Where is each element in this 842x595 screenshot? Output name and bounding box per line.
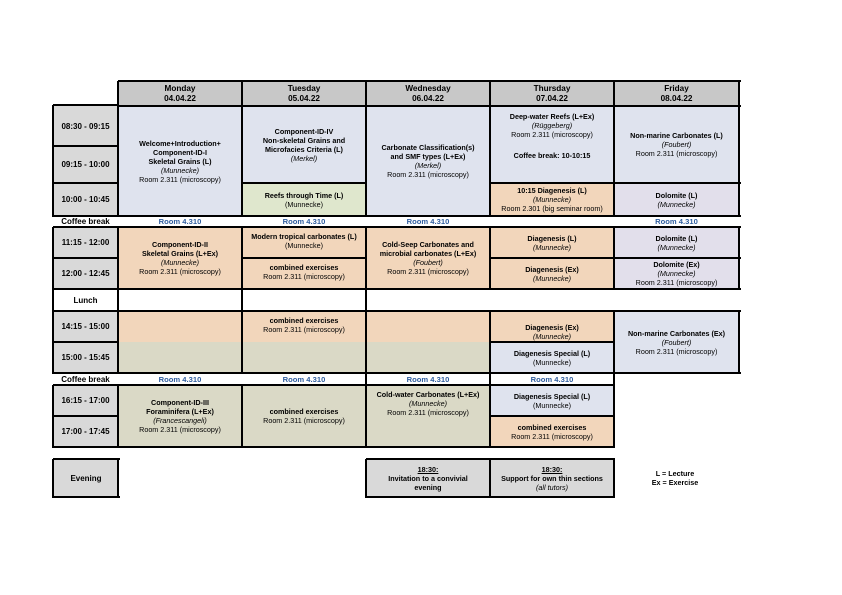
grid-line bbox=[241, 81, 243, 107]
fri-non-marine-lecture: Non-marine Carbonates (L) (Foubert) Room 2.311 (microscopy) bbox=[614, 106, 739, 183]
tue-block-1500 bbox=[242, 342, 366, 373]
grid-line bbox=[53, 257, 119, 259]
day-date: 08.04.22 bbox=[660, 94, 693, 103]
thu-coffee-break: Coffee break: 10-10:15 bbox=[513, 151, 591, 160]
grid-line bbox=[53, 341, 119, 343]
thu-evening: 18:30: Support for own thin sections (all tutors) bbox=[490, 460, 614, 497]
grid-line bbox=[53, 446, 615, 448]
grid-line bbox=[52, 105, 54, 217]
tue-combined-3: combined exercises Room 2.311 (microscopy) bbox=[242, 385, 366, 447]
grid-line bbox=[53, 372, 741, 374]
mon-coffee-room-2: Room 4.310 bbox=[158, 374, 202, 384]
grid-line bbox=[53, 415, 119, 417]
grid-line bbox=[613, 311, 615, 448]
grid-line bbox=[117, 106, 119, 217]
day-name: Tuesday bbox=[287, 84, 321, 93]
mon-component-3: Component-ID-III Foraminifera (L+Ex) (Francescangeli) Room 2.311 (microscopy) bbox=[118, 385, 242, 447]
grid-line bbox=[613, 459, 615, 498]
wed-block-1415 bbox=[366, 311, 490, 342]
grid-line bbox=[738, 311, 740, 374]
time-evening: Evening bbox=[53, 460, 119, 497]
day-date: 07.04.22 bbox=[536, 94, 568, 103]
grid-line bbox=[365, 289, 367, 448]
time-1615: 16:15 - 17:00 bbox=[53, 385, 118, 416]
grid-line bbox=[53, 458, 120, 460]
fri-non-marine-exercise: Non-marine Carbonates (Ex) (Foubert) Room 2.311 (microscopy) bbox=[614, 311, 739, 373]
mon-block-1500 bbox=[118, 342, 242, 373]
grid-line bbox=[489, 459, 491, 498]
grid-line bbox=[738, 81, 740, 107]
grid-line bbox=[53, 145, 119, 147]
grid-line bbox=[118, 80, 741, 82]
grid-line bbox=[613, 106, 615, 217]
day-date: 04.04.22 bbox=[164, 94, 196, 103]
grid-line bbox=[53, 310, 741, 312]
time-1700: 17:00 - 17:45 bbox=[53, 416, 118, 447]
tue-coffee-room-2: Room 4.310 bbox=[282, 374, 326, 384]
tue-reefs-through-time: Reefs through Time (L) (Munnecke) bbox=[242, 183, 366, 216]
header-friday bbox=[614, 82, 739, 106]
grid-line bbox=[365, 106, 367, 217]
grid-line bbox=[53, 104, 119, 106]
grid-line bbox=[117, 289, 119, 312]
grid-line bbox=[490, 341, 615, 343]
fri-dolomite-2: Dolomite (L) (Munnecke) bbox=[614, 227, 739, 258]
grid-line bbox=[490, 257, 741, 259]
wed-coffee-room: Room 4.310 bbox=[406, 217, 450, 226]
grid-line bbox=[117, 459, 119, 498]
grid-line bbox=[241, 289, 243, 374]
grid-line bbox=[490, 182, 741, 184]
thu-diagenesis-special-1: Diagenesis Special (L) (Munnecke) bbox=[490, 342, 614, 373]
grid-line bbox=[489, 106, 491, 217]
time-1500: 15:00 - 15:45 bbox=[53, 342, 118, 373]
grid-line bbox=[241, 385, 243, 448]
tue-modern-tropical: Modern tropical carbonates (L) (Munnecke) bbox=[242, 227, 366, 258]
legend-lecture: L = Lecture bbox=[655, 469, 695, 478]
grid-line bbox=[52, 459, 54, 498]
day-name: Thursday bbox=[533, 84, 571, 93]
grid-line bbox=[53, 384, 615, 386]
header-wednesday bbox=[366, 82, 490, 106]
wed-carbonate-classification: Carbonate Classification(s) and SMF types (L+Ex) (Merkel) Room 2.311 (microscopy) bbox=[366, 106, 490, 216]
thu-deep-water-reefs: Deep-water Reefs (L+Ex) (Rüggeberg) Room 2.311 (microscopy) Coffee break: 10-10:15 bbox=[490, 106, 614, 183]
tue-component-4: Component-ID-IV Non-skeletal Grains and Microfacies Criteria (L) (Merkel) bbox=[242, 106, 366, 183]
day-name: Wednesday bbox=[405, 84, 451, 93]
mon-welcome-session: Welcome+Introduction+ Component-ID-I Skeletal Grains (L) (Munnecke) Room 2.311 (microscopy) bbox=[118, 106, 242, 216]
time-coffee-1: Coffee break bbox=[53, 216, 118, 227]
thu-diagenesis-lecture: Diagenesis (L) (Munnecke) bbox=[490, 227, 614, 258]
grid-line bbox=[241, 106, 243, 217]
mon-block-1415 bbox=[118, 311, 242, 342]
wed-cold-seep: Cold-Seep Carbonates and microbial carbonates (L+Ex) (Foubert) Room 2.311 (microscopy) bbox=[366, 227, 490, 289]
wed-evening: 18:30: Invitation to a convivial evening bbox=[366, 460, 490, 497]
wed-cold-water: Cold-water Carbonates (L+Ex) (Munnecke) Room 2.311 (microscopy) bbox=[366, 385, 490, 447]
legend-exercise: Ex = Exercise bbox=[651, 478, 699, 487]
grid-line bbox=[118, 105, 741, 107]
day-name: Monday bbox=[164, 84, 196, 93]
grid-line bbox=[242, 257, 367, 259]
grid-line bbox=[53, 226, 741, 228]
fri-coffee-room: Room 4.310 bbox=[655, 217, 698, 226]
grid-line bbox=[738, 106, 740, 217]
grid-line bbox=[242, 182, 367, 184]
grid-line bbox=[489, 311, 491, 448]
wed-block-1500 bbox=[366, 342, 490, 373]
grid-line bbox=[365, 81, 367, 107]
thu-combined-exercises: combined exercises Room 2.311 (microscopy) bbox=[490, 416, 614, 447]
fri-dolomite-exercise: Dolomite (Ex) (Munnecke) Room 2.311 (microscopy) bbox=[614, 258, 739, 289]
thu-diagenesis-1015: 10:15 Diagenesis (L) (Munnecke) Room 2.301 (big seminar room) bbox=[490, 183, 614, 216]
time-1200: 12:00 - 12:45 bbox=[53, 258, 118, 289]
time-1115: 11:15 - 12:00 bbox=[53, 227, 118, 258]
grid-line bbox=[53, 288, 741, 290]
thu-diagenesis-special-2: Diagenesis Special (L) (Munnecke) bbox=[490, 385, 614, 416]
mon-component-2: Component-ID-II Skeletal Grains (L+Ex) (Munnecke) Room 2.311 (microscopy) bbox=[118, 227, 242, 289]
grid-line bbox=[52, 289, 54, 312]
legend bbox=[630, 463, 720, 493]
grid-line bbox=[613, 81, 615, 107]
tue-combined-2: combined exercises Room 2.311 (microscopy) bbox=[242, 311, 366, 342]
grid-line bbox=[489, 81, 491, 107]
day-date: 06.04.22 bbox=[412, 94, 444, 103]
grid-line bbox=[365, 459, 367, 498]
time-1415: 14:15 - 15:00 bbox=[53, 311, 118, 342]
grid-line bbox=[53, 182, 119, 184]
thu-diagenesis-exercise-2: Diagenesis (Ex) (Munnecke) bbox=[490, 311, 614, 342]
mon-coffee-room: Room 4.310 bbox=[158, 217, 202, 226]
day-date: 05.04.22 bbox=[288, 94, 320, 103]
time-coffee-2: Coffee break bbox=[53, 373, 118, 385]
day-name: Friday bbox=[664, 84, 689, 93]
time-0915: 09:15 - 10:00 bbox=[53, 146, 118, 183]
fri-dolomite-1: Dolomite (L) (Munnecke) bbox=[614, 183, 739, 216]
tue-coffee-room: Room 4.310 bbox=[282, 217, 326, 226]
header-thursday bbox=[490, 82, 614, 106]
time-0830: 08:30 - 09:15 bbox=[53, 106, 118, 146]
grid-line bbox=[53, 496, 120, 498]
header-monday bbox=[118, 82, 242, 106]
time-lunch: Lunch bbox=[53, 289, 118, 311]
tue-combined-1: combined exercises Room 2.311 (microscopy) bbox=[242, 258, 366, 289]
time-1000: 10:00 - 10:45 bbox=[53, 183, 118, 216]
wed-coffee-room-2: Room 4.310 bbox=[406, 374, 450, 384]
header-tuesday bbox=[242, 82, 366, 106]
thu-coffee-room-2: Room 4.310 bbox=[530, 374, 574, 384]
grid-line bbox=[490, 415, 615, 417]
thu-diagenesis-exercise-1: Diagenesis (Ex) (Munnecke) bbox=[490, 258, 614, 289]
grid-line bbox=[53, 215, 741, 217]
